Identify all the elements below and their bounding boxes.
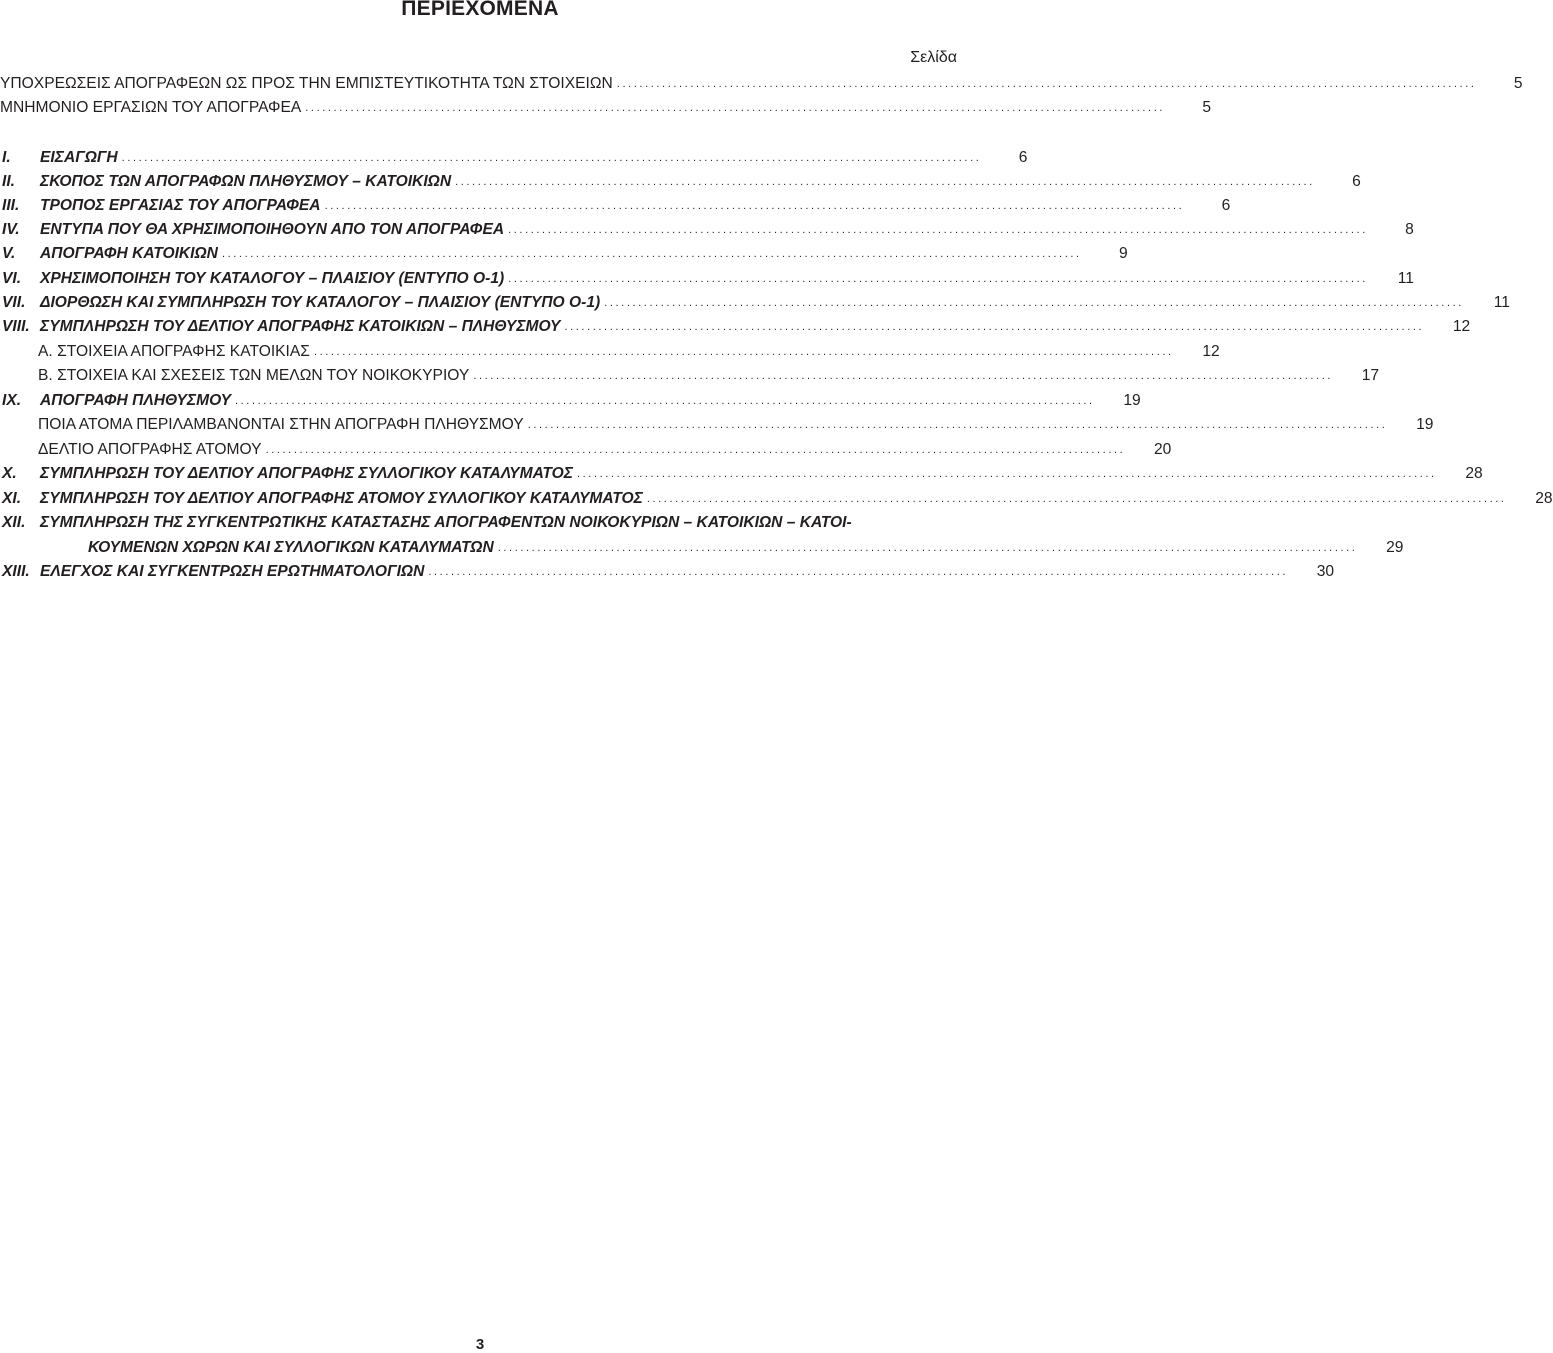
toc-entry-title: ΣΥΜΠΛΗΡΩΣΗ ΤΗΣ ΣΥΓΚΕΝΤΡΩΤΙΚΗΣ ΚΑΤΑΣΤΑΣΗΣ ΑΠΟΓΡΑΦΕΝΤΩΝ ΝΟΙΚΟΚΥΡΙΩΝ – ΚΑΤΟΙΚΙΩΝ – ΚΑΤΟΙ- [40, 514, 852, 531]
dot-leader: ........................................................................................................................................................ [646, 493, 1507, 505]
toc-entry-title: ΤΡΟΠΟΣ ΕΡΓΑΣΙΑΣ ΤΟΥ ΑΠΟΓΡΑΦΕΑ [40, 197, 321, 214]
toc-entry[interactable] [0, 242, 1128, 266]
toc-entry-title: ΜΝΗΜΟΝΙΟ ΕΡΓΑΣΙΩΝ ΤΟΥ ΑΠΟΓΡΑΦΕΑ [0, 99, 302, 116]
toc-entry-page: 28 [1465, 465, 1483, 482]
toc-entry[interactable] [0, 72, 1523, 96]
toc-entry-title: ΣΥΜΠΛΗΡΩΣΗ ΤΟΥ ΔΕΛΤΙΟΥ ΑΠΟΓΡΑΦΗΣ ΚΑΤΟΙΚΙΩΝ – ΠΛΗΘΥΣΜΟΥ [40, 318, 561, 335]
toc-entry-number: IX. [2, 392, 22, 409]
toc-entry-page: 20 [1153, 441, 1172, 458]
toc-entry-title: ΔΙΟΡΘΩΣΗ ΚΑΙ ΣΥΜΠΛΗΡΩΣΗ ΤΟΥ ΚΑΤΑΛΟΓΟΥ – ΠΛΑΙΣΙΟΥ (ΕΝΤΥΠΟ Ο-1) [40, 294, 601, 311]
dot-leader: ........................................................................................................................................................ [508, 224, 1368, 236]
toc-entry-page: 8 [1405, 221, 1414, 238]
dot-leader: ........................................................................................................................................................ [564, 321, 1425, 333]
dot-leader: ........................................................................................................................................................ [616, 78, 1477, 90]
dot-leader: ........................................................................................................................................................ [313, 346, 1174, 358]
dot-leader: ........................................................................................................................................................ [473, 370, 1334, 382]
toc-entry[interactable] [0, 194, 1231, 218]
dot-leader: ........................................................................................................................................................ [604, 297, 1464, 309]
toc-entry-number: XII. [2, 514, 26, 531]
toc-entry[interactable] [0, 413, 1434, 437]
toc-entry-title: ΥΠΟΧΡΕΩΣΕΙΣ ΑΠΟΓΡΑΦΕΩΝ ΩΣ ΠΡΟΣ ΤΗΝ ΕΜΠΙΣΤΕΥΤΙΚΟΤΗΤΑ ΤΩΝ ΣΤΟΙΧΕΙΩΝ [0, 75, 613, 92]
dot-leader: ........................................................................................................................................................ [497, 542, 1358, 554]
toc-entry-title: ΕΝΤΥΠΑ ΠΟΥ ΘΑ ΧΡΗΣΙΜΟΠΟΙΗΘΟΥΝ ΑΠΟ ΤΟΝ ΑΠΟΓΡΑΦΕΑ [40, 221, 505, 238]
dot-leader: ........................................................................................................................................................ [305, 102, 1166, 114]
toc-entry-number: III. [2, 197, 20, 214]
toc-entry-number: I. [2, 149, 11, 166]
toc-entry-title: ΕΛΕΓΧΟΣ ΚΑΙ ΣΥΓΚΕΝΤΡΩΣΗ ΕΡΩΤΗΜΑΤΟΛΟΓΙΩΝ [40, 563, 425, 580]
toc-entry[interactable] [0, 340, 1220, 364]
page-number: 3 [475, 1336, 485, 1353]
toc-entry-page: 6 [1352, 173, 1361, 190]
dot-leader: ........................................................................................................................................................ [265, 444, 1126, 456]
dot-leader: ........................................................................................................................................................ [527, 419, 1388, 431]
toc-entry-number: XI. [2, 490, 22, 507]
toc-entry-number: V. [2, 245, 16, 262]
toc-entry-number: II. [2, 173, 15, 190]
toc-entry-title-continued: ΚΟΥΜΕΝΩΝ ΧΩΡΩΝ ΚΑΙ ΣΥΛΛΟΓΙΚΩΝ ΚΑΤΑΛΥΜΑΤΩΝ [88, 539, 494, 556]
toc-entry[interactable] [0, 560, 1335, 584]
toc-entry-page: 12 [1452, 318, 1471, 335]
toc-entry[interactable] [0, 218, 1414, 242]
dot-leader: ........................................................................................................................................................ [234, 395, 1095, 407]
toc-entry-page: 28 [1535, 490, 1553, 507]
dot-leader: ........................................................................................................................................................ [576, 468, 1437, 480]
toc-entry-title: ΣΥΜΠΛΗΡΩΣΗ ΤΟΥ ΔΕΛΤΙΟΥ ΑΠΟΓΡΑΦΗΣ ΣΥΛΛΟΓΙΚΟΥ ΚΑΤΑΛΥΜΑΤΟΣ [40, 465, 573, 482]
toc-entry-title: Β. ΣΤΟΙΧΕΙΑ ΚΑΙ ΣΧΕΣΕΙΣ ΤΩΝ ΜΕΛΩΝ ΤΟΥ ΝΟΙΚΟΚΥΡΙΟΥ [38, 367, 470, 384]
toc-entry-page: 11 [1397, 270, 1414, 287]
toc-entry-title: ΧΡΗΣΙΜΟΠΟΙΗΣΗ ΤΟΥ ΚΑΤΑΛΟΓΟΥ – ΠΛΑΙΣΙΟΥ (ΕΝΤΥΠΟ Ο-1) [40, 270, 505, 287]
toc-entry-page: 19 [1416, 416, 1434, 433]
toc-entry[interactable] [0, 487, 1553, 511]
dot-leader: ........................................................................................................................................................ [221, 248, 1082, 260]
dot-leader: ........................................................................................................................................................ [508, 273, 1368, 285]
page-title: ΠΕΡΙΕΧΟΜΕΝΑ [401, 0, 559, 20]
toc-entry[interactable] [0, 462, 1483, 486]
toc-entry-page: 30 [1316, 563, 1335, 580]
toc-entry-page: 5 [1513, 75, 1523, 92]
toc-entry[interactable] [0, 438, 1172, 462]
toc-entry-number: VI. [2, 270, 22, 287]
toc-entry[interactable] [0, 315, 1471, 339]
toc-entry-number: XIII. [2, 563, 30, 580]
toc-entry-page: 6 [1018, 149, 1028, 166]
toc-entry-page: 6 [1221, 197, 1231, 214]
toc-entry-number: VIII. [2, 318, 30, 335]
toc-entry-title: ΠΟΙΑ ΑΤΟΜΑ ΠΕΡΙΛΑΜΒΑΝΟΝΤΑΙ ΣΤΗΝ ΑΠΟΓΡΑΦΗ ΠΛΗΘΥΣΜΟΥ [38, 416, 524, 433]
toc-entry[interactable] [0, 364, 1380, 388]
toc-entry-page: 5 [1202, 99, 1212, 116]
toc-entry[interactable] [0, 291, 1510, 315]
toc-entry-number: X. [2, 465, 17, 482]
toc-entry-page: 9 [1119, 245, 1128, 262]
toc-entry[interactable] [0, 389, 1141, 413]
toc-entry[interactable] [0, 146, 1028, 170]
toc-entry-page: 17 [1361, 367, 1380, 384]
dot-leader: ........................................................................................................................................................ [324, 200, 1185, 212]
toc-entry[interactable] [0, 267, 1414, 291]
toc-entry-title: ΔΕΛΤΙΟ ΑΠΟΓΡΑΦΗΣ ΑΤΟΜΟΥ [38, 441, 262, 458]
toc-entry-title: ΕΙΣΑΓΩΓΗ [40, 149, 118, 166]
toc-entry-page: 11 [1493, 294, 1510, 311]
toc-entry-title: ΣΚΟΠΟΣ ΤΩΝ ΑΠΟΓΡΑΦΩΝ ΠΛΗΘΥΣΜΟΥ – ΚΑΤΟΙΚΙΩΝ [40, 173, 452, 190]
toc-entry[interactable] [0, 96, 1212, 120]
toc-entry-number: IV. [2, 221, 20, 238]
toc-entry-continuation[interactable] [0, 536, 1404, 560]
toc-entry-page: 12 [1202, 343, 1220, 360]
toc-entry-title: ΑΠΟΓΡΑΦΗ ΚΑΤΟΙΚΙΩΝ [40, 245, 218, 262]
toc-entry-title: ΣΥΜΠΛΗΡΩΣΗ ΤΟΥ ΔΕΛΤΙΟΥ ΑΠΟΓΡΑΦΗΣ ΑΤΟΜΟΥ ΣΥΛΛΟΓΙΚΟΥ ΚΑΤΑΛΥΜΑΤΟΣ [40, 490, 643, 507]
toc-entry[interactable] [0, 170, 1361, 194]
toc-entry-page: 29 [1386, 539, 1404, 556]
dot-leader: ........................................................................................................................................................ [428, 566, 1289, 578]
dot-leader: ........................................................................................................................................................ [121, 152, 982, 164]
toc-entry[interactable] [0, 511, 852, 535]
page-column-label: Σελίδα [910, 49, 957, 66]
toc-entry-title: ΑΠΟΓΡΑΦΗ ΠΛΗΘΥΣΜΟΥ [40, 392, 231, 409]
toc-entry-page: 19 [1123, 392, 1141, 409]
toc-entry-number: VII. [2, 294, 26, 311]
toc-entry-title: Α. ΣΤΟΙΧΕΙΑ ΑΠΟΓΡΑΦΗΣ ΚΑΤΟΙΚΙΑΣ [38, 343, 310, 360]
dot-leader: ........................................................................................................................................................ [455, 176, 1315, 188]
